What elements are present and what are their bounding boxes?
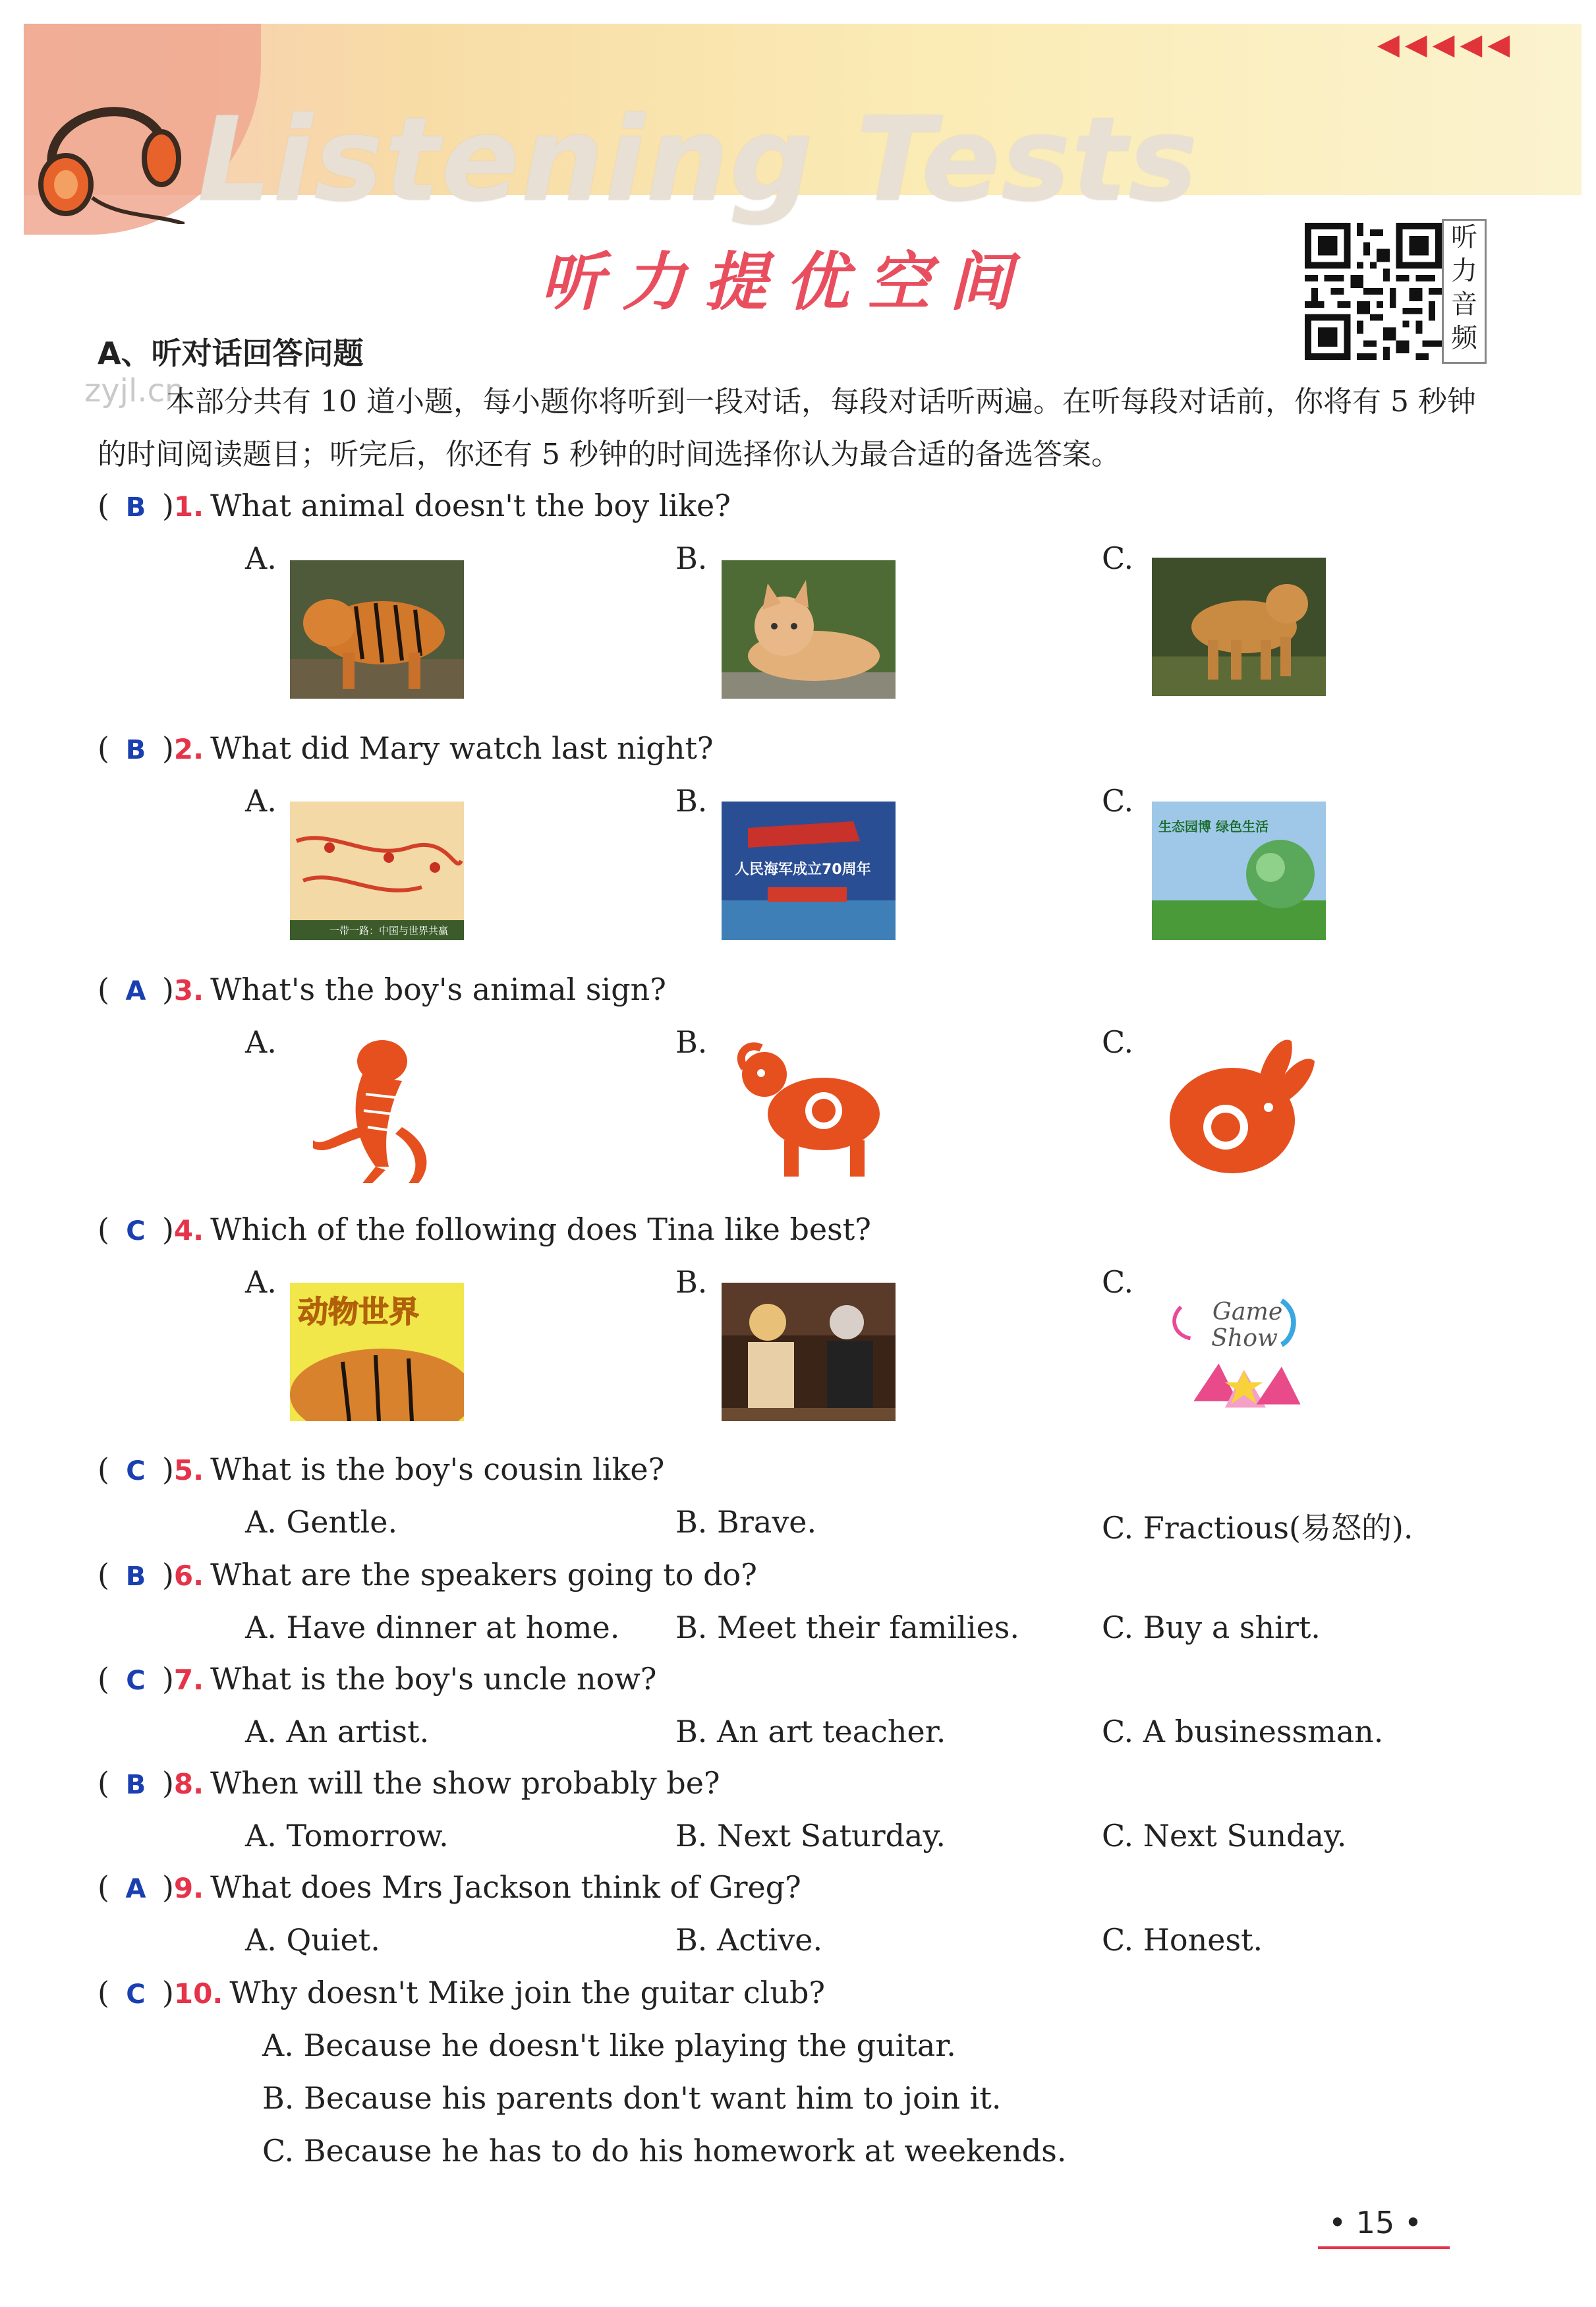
- option-b: B. Next Saturday.: [675, 1818, 946, 1854]
- option-c: C. Fractious(易怒的).: [1102, 1510, 1413, 1546]
- option-c: C. Honest.: [1102, 1922, 1263, 1958]
- option-b: B.: [675, 783, 708, 819]
- option-c: C. A businessman.: [1102, 1714, 1384, 1749]
- navy-program-icon: [722, 802, 896, 940]
- answer: C: [126, 1216, 146, 1246]
- question-2: ( B )2. What did Mary watch last night?: [98, 730, 714, 766]
- answer: C: [126, 1979, 146, 2010]
- option-b: B. Active.: [675, 1922, 823, 1958]
- option-a: A.: [245, 540, 277, 576]
- page-number: • 15 •: [1328, 2205, 1423, 2240]
- option-c: C. Next Sunday.: [1102, 1818, 1347, 1854]
- question-1: ( B )1. What animal doesn't the boy like?: [98, 488, 731, 523]
- answer: A: [125, 1874, 146, 1904]
- option-b: B. An art teacher.: [675, 1714, 946, 1749]
- option-a: A. Quiet.: [245, 1922, 380, 1958]
- arrows-icon: ◀◀◀◀◀: [1377, 28, 1516, 61]
- game-show-icon: [1152, 1275, 1326, 1414]
- question-6: ( B )6. What are the speakers going to do?: [98, 1557, 757, 1592]
- question-5: ( C )5. What is the boy's cousin like?: [98, 1451, 665, 1487]
- talk-show-photo-icon: [722, 1283, 896, 1421]
- option-a: A. Tomorrow.: [245, 1818, 449, 1854]
- question-8: ( B )8. When will the show probably be?: [98, 1765, 720, 1801]
- sheep-papercut-icon: [731, 1041, 890, 1180]
- option-a: A.: [245, 783, 277, 819]
- question-text: What is the boy's cousin like?: [210, 1451, 665, 1487]
- option-c: C.: [1102, 1024, 1134, 1060]
- game-show-line1: Game: [1212, 1297, 1283, 1326]
- answer: B: [125, 1562, 146, 1592]
- animal-world-icon: [290, 1283, 464, 1421]
- question-text: What did Mary watch last night?: [210, 730, 714, 766]
- question-text: What is the boy's uncle now?: [210, 1661, 657, 1697]
- watermark: zyjl.cn: [84, 372, 185, 409]
- page-number-underline: [1318, 2246, 1450, 2249]
- headphones-icon: [26, 73, 185, 224]
- map-caption: 一带一路：中国与世界共赢: [329, 925, 449, 937]
- question-text: When will the show probably be?: [210, 1765, 720, 1801]
- option-c: C. Buy a shirt.: [1102, 1610, 1321, 1645]
- game-show-line2: Show: [1211, 1323, 1278, 1352]
- question-4: ( C )4. Which of the following does Tina like best?: [98, 1212, 871, 1247]
- question-text: What animal doesn't the boy like?: [210, 488, 731, 523]
- question-text: What does Mrs Jackson think of Greg?: [210, 1869, 801, 1905]
- option-a: A. Have dinner at home.: [245, 1610, 620, 1645]
- answer: B: [125, 1770, 146, 1800]
- question-9: ( A )9. What does Mrs Jackson think of Greg?: [98, 1869, 801, 1905]
- question-text: What's the boy's animal sign?: [210, 972, 666, 1007]
- option-b: B. Because his parents don't want him to join it.: [262, 2080, 1002, 2116]
- tiger-papercut-icon: [310, 1035, 448, 1186]
- option-a: A. An artist.: [245, 1714, 430, 1749]
- question-text: Which of the following does Tina like best?: [210, 1212, 871, 1247]
- question-3: ( A )3. What's the boy's animal sign?: [98, 972, 666, 1007]
- section-intro: 本部分共有 10 道小题，每小题你将听到一段对话，每段对话听两遍。在听每段对话前，你将有 5 秒钟的时间阅读题目；听完后，你还有 5 秒钟的时间选择你认为最合适的备选答案。: [98, 385, 1476, 471]
- question-10: ( C )10. Why doesn't Mike join the guitar club?: [98, 1975, 826, 2010]
- option-c: C. Because he has to do his homework at weekends.: [262, 2133, 1067, 2169]
- option-b: B. Meet their families.: [675, 1610, 1020, 1645]
- option-c: C.: [1102, 783, 1134, 819]
- question-text: Why doesn't Mike join the guitar club?: [229, 1975, 826, 2010]
- option-c: C.: [1102, 1264, 1134, 1300]
- answer: C: [126, 1456, 146, 1486]
- rabbit-papercut-icon: [1160, 1035, 1318, 1186]
- option-c: C.: [1102, 540, 1134, 576]
- cat-photo-icon: [722, 560, 896, 699]
- dog-photo-icon: [1152, 558, 1326, 696]
- answer: B: [125, 492, 146, 523]
- eco-title: 生态园博 绿色生活: [1158, 819, 1268, 834]
- option-a: A.: [245, 1264, 277, 1300]
- map-program-icon: [290, 802, 464, 940]
- qr-label: 听力音频: [1442, 219, 1487, 364]
- tiger-photo-icon: [290, 560, 464, 699]
- option-a: A. Gentle.: [245, 1504, 398, 1540]
- navy-title: 人民海军成立70周年: [735, 861, 871, 878]
- page-title: 听力提优空间: [540, 245, 1031, 319]
- answer: B: [125, 735, 146, 765]
- banner-title: Listening Tests: [198, 92, 1199, 227]
- qr-code-icon[interactable]: [1305, 223, 1442, 360]
- option-b: B.: [675, 1264, 708, 1300]
- question-text: What are the speakers going to do?: [210, 1557, 757, 1592]
- option-b: B. Brave.: [675, 1504, 817, 1540]
- option-a: A.: [245, 1024, 277, 1060]
- option-a: A. Because he doesn't like playing the guitar.: [262, 2028, 956, 2063]
- eco-program-icon: [1152, 802, 1326, 940]
- animal-world-title: 动物世界: [298, 1294, 419, 1329]
- section-title: A、听对话回答问题: [98, 336, 364, 371]
- option-b: B.: [675, 540, 708, 576]
- answer: C: [126, 1666, 146, 1696]
- option-b: B.: [675, 1024, 708, 1060]
- question-7: ( C )7. What is the boy's uncle now?: [98, 1661, 657, 1697]
- answer: A: [125, 976, 146, 1007]
